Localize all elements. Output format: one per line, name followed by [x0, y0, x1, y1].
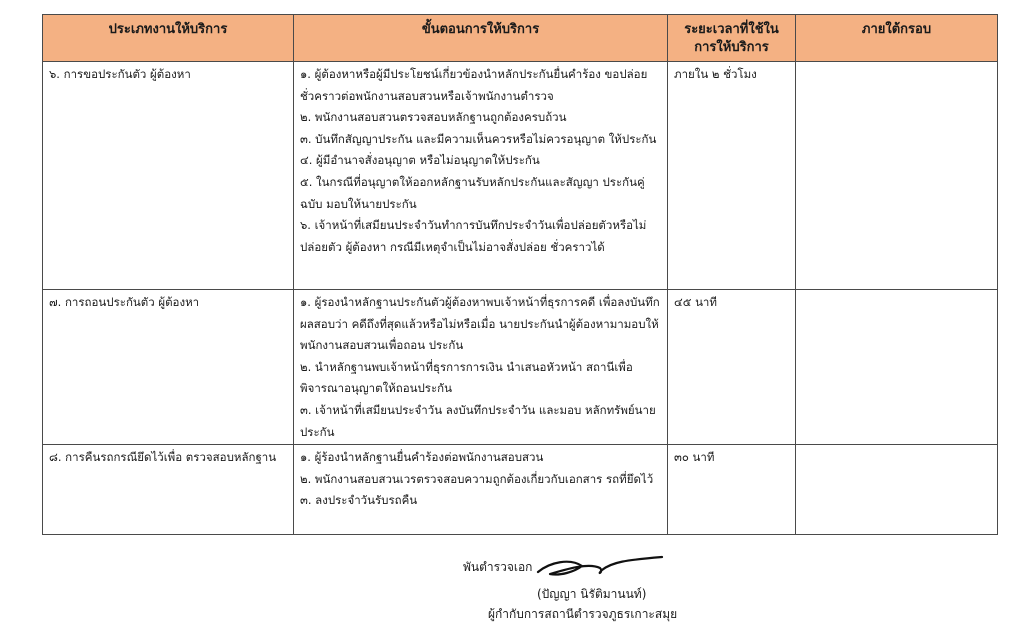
service-steps-cell: [294, 445, 668, 535]
step-text: ๑. ผู้ร้องนำหลักฐานยื่นคำร้องต่อพนักงานสอบสวน: [300, 450, 544, 464]
step-text: ๖. เจ้าหน้าที่เสมียนประจำวันทำการบันทึกประจำวันเพื่อปล่อยตัวหรือไม่ปล่อยตัว ผู้ต้องหา กรณีมีเหตุจำเป็นไม่อาจสั่งปล่อย ชั่วคราวได้: [300, 218, 647, 254]
service-framework: [796, 445, 998, 535]
header-service-type: ประเภทงานให้บริการ: [43, 15, 294, 62]
table-row: [43, 445, 998, 535]
table-row: [43, 290, 998, 445]
service-name: ๗. การถอนประกันตัว ผู้ต้องหา: [43, 290, 294, 445]
handwritten-signature: [530, 552, 670, 582]
service-table: [42, 14, 998, 535]
service-framework: [796, 62, 998, 290]
table-row: [43, 62, 998, 290]
signer-name: (ปัญญา นิรัติมานนท์): [537, 587, 647, 601]
signer-position: ผู้กำกับการสถานีตำรวจภูธรเกาะสมุย: [488, 607, 678, 621]
service-name: ๖. การขอประกันตัว ผู้ต้องหา: [43, 62, 294, 290]
step-text: ๒. พนักงานสอบสวนเวรตรวจสอบความถูกต้องเกี่ยวกับเอกสาร รถที่ยึดไว้: [300, 471, 654, 486]
service-steps-cell: [294, 62, 668, 290]
step-text: ๑. ผู้รองนำหลักฐานประกันตัวผู้ต้องหาพบเจ้าหน้าที่ธุรการคดี เพื่อลงบันทึกผลสอบว่า คดีถึงที่สุดแล้วหรือไม่หรือเมื่อ นายประกันนำผู้ต้องหามามอบให้พนักงานสอบสวนเพื่อถอน ประกัน: [300, 295, 660, 353]
step-text: ๑. ผู้ต้องหาหรือผู้มีประโยชน์เกี่ยวข้องนำหลักประกันยื่นคำร้อง ขอปล่อยชั่วคราวต่อพนักงานสอบสวนหรือเจ้าพนักงานตำรวจ: [300, 67, 648, 103]
signature-rank: พันตำรวจเอก: [463, 560, 533, 574]
step-text: ๓. เจ้าหน้าที่เสมียนประจำวัน ลงบันทึกประจำวัน และมอบ หลักทรัพย์นายประกัน: [300, 402, 656, 439]
step-text: ๓. บันทึกสัญญาประกัน และมีความเห็นควรหรือไม่ควรอนุญาต ให้ประกัน: [300, 131, 657, 146]
step-text: ๒. นำหลักฐานพบเจ้าหน้าที่ธุรการการเงิน นำเสนอหัวหน้า สถานีเพื่อพิจารณาอนุญาตให้ถอนประกัน: [300, 359, 633, 396]
step-text: ๔. ผู้มีอำนาจสั่งอนุญาต หรือไม่อนุญาตให้ประกัน: [300, 153, 540, 168]
step-text: ๓. ลงประจำวันรับรถคืน: [300, 493, 418, 508]
step-text: ๕. ในกรณีที่อนุญาตให้ออกหลักฐานรับหลักประกันและสัญญา ประกันคู่ฉบับ มอบให้นายประกัน: [300, 174, 645, 211]
service-duration: ๓๐ นาที: [668, 445, 796, 535]
service-steps-cell: [294, 290, 668, 445]
service-framework: [796, 290, 998, 445]
service-name: ๘. การคืนรถกรณียึดไว้เพื่อ ตรวจสอบหลักฐาน: [43, 445, 294, 535]
header-framework: ภายใต้กรอบ: [796, 15, 998, 62]
table-header-row: [43, 15, 998, 62]
service-duration: ๔๕ นาที: [668, 290, 796, 445]
step-text: ๒. พนักงานสอบสวนตรวจสอบหลักฐานถูกต้องครบถ้วน: [300, 110, 567, 125]
service-duration: ภายใน ๒ ชั่วโมง: [668, 62, 796, 290]
header-service-steps: ขั้นตอนการให้บริการ: [294, 15, 668, 62]
header-duration: ระยะเวลาที่ใช้ใน การให้บริการ: [668, 15, 796, 62]
